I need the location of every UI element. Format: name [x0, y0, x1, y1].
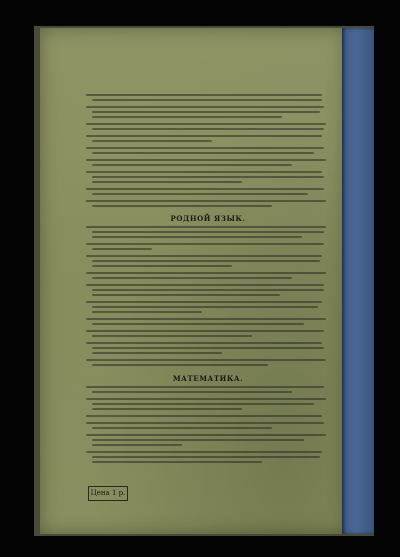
text-line	[92, 323, 304, 325]
text-line	[86, 123, 326, 125]
text-line	[86, 159, 326, 161]
text-line	[86, 255, 322, 257]
text-line	[86, 386, 324, 388]
text-line	[92, 111, 320, 113]
text-line	[86, 422, 324, 424]
text-line	[92, 176, 324, 178]
text-line	[92, 164, 292, 166]
text-line	[86, 272, 326, 274]
text-line	[92, 306, 318, 308]
text-line	[86, 94, 322, 96]
text-line	[92, 352, 222, 354]
text-line	[92, 364, 268, 366]
text-line	[92, 231, 324, 233]
text-line	[92, 99, 322, 101]
text-line	[86, 318, 326, 320]
text-line	[86, 284, 324, 286]
text-line	[86, 188, 324, 190]
text-line	[86, 171, 322, 173]
text-line	[92, 152, 314, 154]
text-line	[92, 260, 320, 262]
text-line	[86, 398, 326, 400]
text-line	[92, 248, 152, 250]
text-line	[86, 342, 322, 344]
text-line	[92, 116, 282, 118]
text-line	[86, 200, 326, 202]
text-line	[86, 415, 322, 417]
catalog-text-block	[86, 92, 330, 470]
text-line	[86, 359, 326, 361]
text-line	[86, 451, 322, 453]
text-line	[86, 330, 324, 332]
book-spine	[342, 28, 374, 534]
text-line	[92, 456, 320, 458]
text-line	[92, 294, 280, 296]
text-line	[92, 461, 262, 463]
section-heading-native-language: РОДНОЙ ЯЗЫК.	[170, 214, 246, 223]
text-line	[92, 140, 212, 142]
text-line	[92, 439, 304, 441]
text-line	[92, 403, 314, 405]
text-line	[86, 147, 324, 149]
text-line	[86, 301, 322, 303]
text-line	[92, 427, 272, 429]
text-line	[92, 289, 324, 291]
text-line	[92, 391, 292, 393]
text-line	[86, 243, 324, 245]
text-line	[92, 265, 232, 267]
text-line	[86, 434, 326, 436]
text-line	[92, 408, 242, 410]
text-line	[92, 205, 272, 207]
text-line	[92, 181, 242, 183]
price-label: Цена 1 р.	[88, 486, 128, 501]
text-line	[86, 135, 322, 137]
section-heading-mathematics: МАТЕМАТИКА.	[172, 374, 244, 383]
text-line	[86, 106, 324, 108]
text-line	[92, 444, 182, 446]
text-line	[92, 128, 324, 130]
text-line	[92, 311, 202, 313]
text-line	[86, 226, 326, 228]
text-line	[92, 347, 324, 349]
text-line	[92, 236, 302, 238]
text-line	[92, 193, 308, 195]
text-line	[92, 277, 292, 279]
text-line	[92, 335, 252, 337]
